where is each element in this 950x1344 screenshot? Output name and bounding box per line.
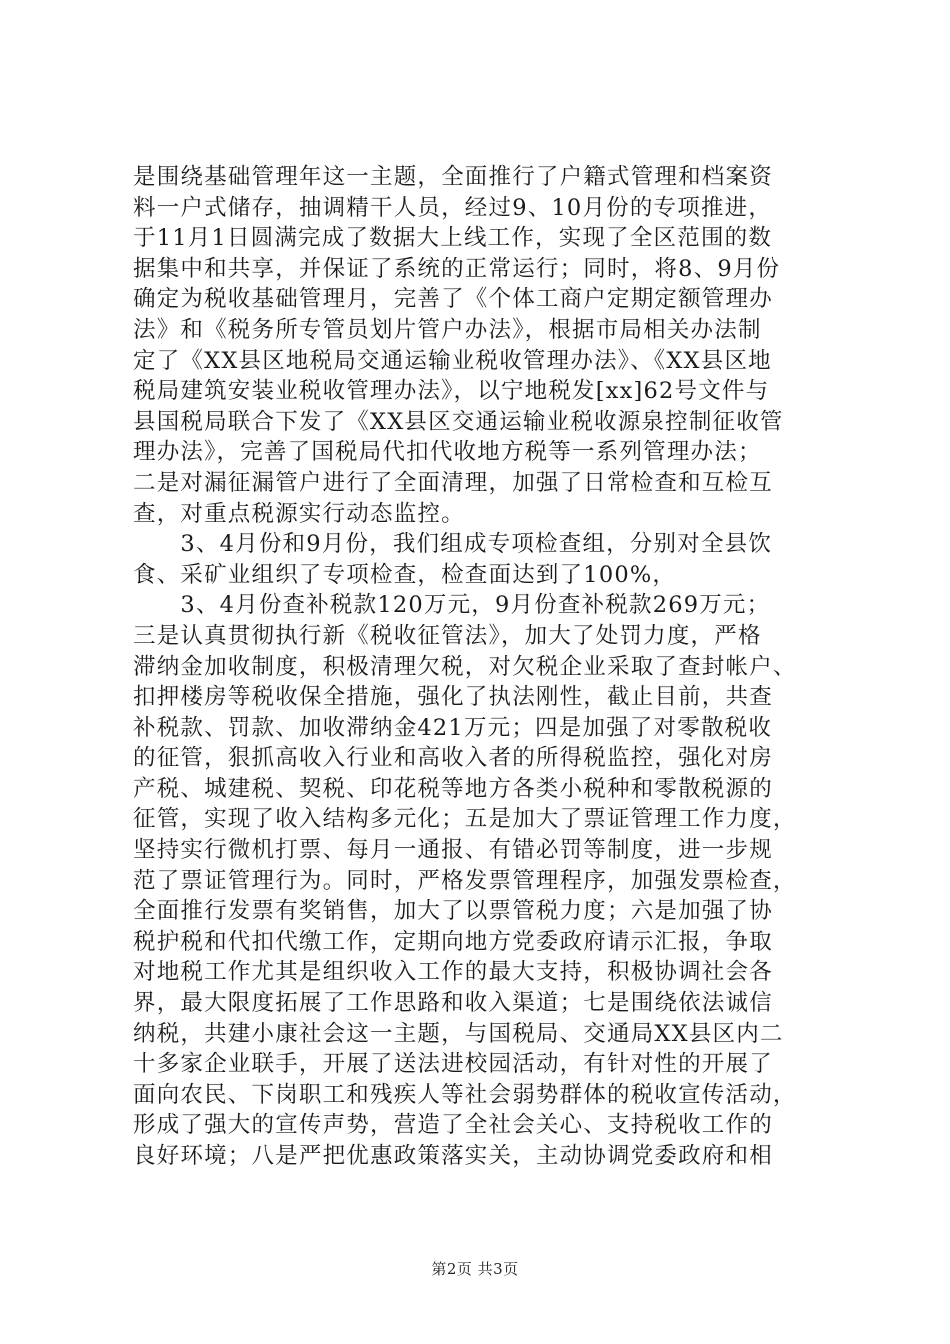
- text-line: 3、4月份查补税款120万元，9月份查补税款269万元；: [133, 592, 771, 619]
- text-line: 税护税和代扣代缴工作，定期向地方党委政府请示汇报，争取: [133, 928, 773, 955]
- text-line: 良好环境；八是严把优惠政策落实关，主动协调党委政府和相: [133, 1143, 773, 1169]
- text-line: 法》和《税务所专管员划片管户办法》，根据市局相关办法制: [133, 316, 762, 343]
- text-line: 确定为税收基础管理月，完善了《个体工商户定期定额管理办: [133, 286, 773, 313]
- text-line: 食、采矿业组织了专项检查，检查面达到了100%，: [133, 561, 677, 588]
- text-line: 界，最大限度拓展了工作思路和收入渠道；七是围绕依法诚信: [133, 990, 773, 1017]
- text-line: 纳税，共建小康社会这一主题，与国税局、交通局XX县区内二: [133, 1020, 784, 1047]
- text-line: 滞纳金加收制度，积极清理欠税，对欠税企业采取了查封帐户、: [133, 653, 797, 680]
- text-line: 税局建筑安装业税收管理办法》，以宁地税发[xx]62号文件与: [133, 378, 770, 405]
- text-line: 坚持实行微机打票、每月一通报、有错必罚等制度，进一步规: [133, 837, 773, 864]
- text-line: 二是对漏征漏管户进行了全面清理，加强了日常检查和互检互: [133, 469, 773, 496]
- page-footer: [0, 1258, 950, 1279]
- text-line: 于11月1日圆满完成了数据大上线工作，实现了全区范围的数: [133, 225, 773, 252]
- text-line: 县国税局联合下发了《XX县区交通运输业税收源泉控制征收管: [133, 408, 784, 435]
- text-line: 形成了强大的宣传声势，营造了全社会关心、支持税收工作的: [133, 1112, 773, 1139]
- text-line: 征管，实现了收入结构多元化；五是加大了票证管理工作力度，: [133, 806, 797, 833]
- text-line: 3、4月份和9月份，我们组成专项检查组，分别对全县饮: [133, 531, 773, 558]
- body-text: [133, 162, 833, 1172]
- text-line: 是围绕基础管理年这一主题，全面推行了户籍式管理和档案资: [133, 164, 773, 190]
- text-line: 补税款、罚款、加收滞纳金421万元；四是加强了对零散税收: [133, 714, 773, 741]
- text-line: 查，对重点税源实行动态监控。: [133, 500, 465, 527]
- text-line: 料一户式储存，抽调精干人员，经过9、10月份的专项推进，: [133, 194, 773, 221]
- text-line: 十多家企业联手，开展了送法进校园活动，有针对性的开展了: [133, 1051, 773, 1078]
- text-line: 三是认真贯彻执行新《税收征管法》，加大了处罚力度，严格: [133, 622, 762, 649]
- text-line: 范了票证管理行为。同时，严格发票管理程序，加强发票检查，: [133, 867, 797, 894]
- text-line: 据集中和共享，并保证了系统的正常运行；同时，将8、9月份: [133, 255, 781, 282]
- page-number-label: 第2页 共3页: [431, 1260, 519, 1278]
- text-line: 理办法》，完善了国税局代扣代收地方税等一系列管理办法；: [133, 439, 762, 466]
- text-line: 对地税工作尤其是组织收入工作的最大支持，积极协调社会各: [133, 959, 773, 986]
- text-line: 产税、城建税、契税、印花税等地方各类小税种和零散税源的: [133, 775, 773, 802]
- text-line: 全面推行发票有奖销售，加大了以票管税力度；六是加强了协: [133, 898, 773, 925]
- text-line: 定了《XX县区地税局交通运输业税收管理办法》、《XX县区地: [133, 347, 772, 374]
- text-line: 扣押楼房等税收保全措施，强化了执法刚性，截止目前，共查: [133, 684, 773, 711]
- text-line: 的征管，狠抓高收入行业和高收入者的所得税监控，强化对房: [133, 745, 773, 772]
- text-line: 面向农民、下岗职工和残疾人等社会弱势群体的税收宣传活动，: [133, 1081, 797, 1108]
